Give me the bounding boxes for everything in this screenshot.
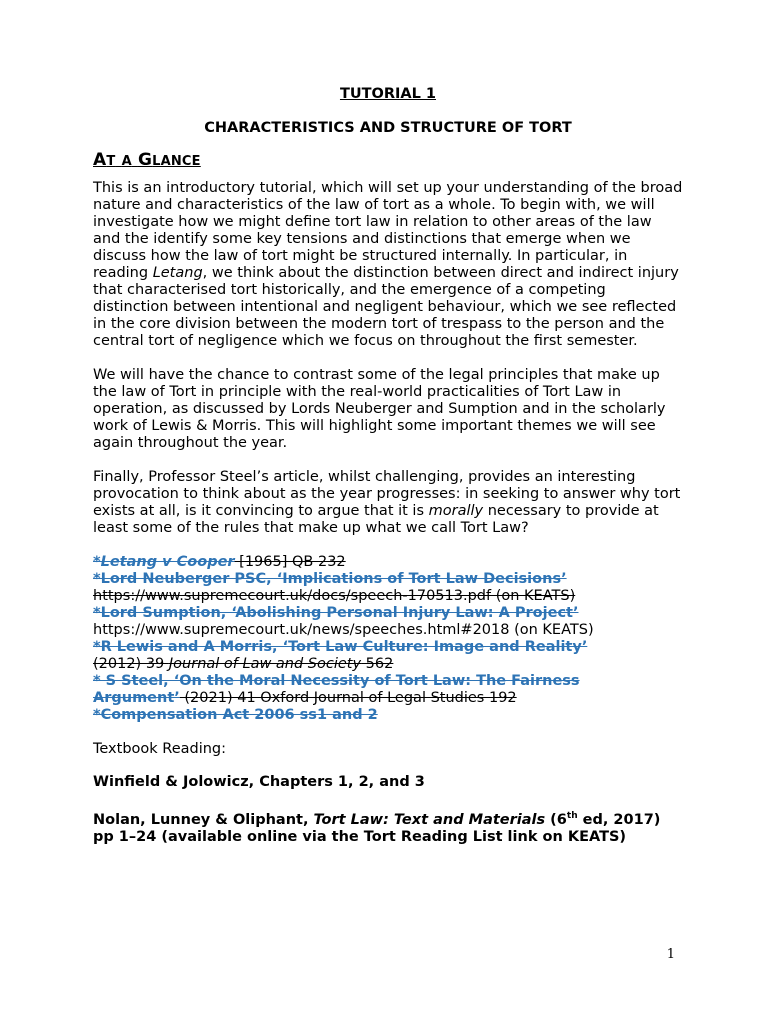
reading-item-neuberger [93,571,683,588]
document-page [93,86,683,863]
reading-item-steel [93,673,683,690]
reading-item-compensation-act [93,707,683,724]
sumption-link[interactable]: *Lord Sumption, ‘Abolishing Personal Injury Law: A Project’ [93,605,579,621]
textbook-nolan: Nolan, Lunney & Oliphant, Tort Law: Text and Materials (6th ed, 2017) pp 1–24 (available online via the Tort Reading List link on KEATS) [93,811,661,845]
reading-list [93,554,683,724]
contrast-paragraph: We will have the chance to contrast some of the legal principles that make up the law of Tort in principle with the real-world practicalities of Tort Law in operation, as discussed by Lords Neuberger and Sumption and in the scholarly work of Lewis & Morris. This will highlight some important themes we will see again throughout the year. [93,367,666,451]
steel-link-cont[interactable]: Argument’ [93,690,180,706]
reading-item-lewis-morris [93,639,683,656]
textbook-label: Textbook Reading: [93,741,227,757]
compensation-act-link[interactable]: *Compensation Act 2006 ss1 and 2 [93,707,378,723]
lewis-morris-link[interactable]: *R Lewis and A Morris, ‘Tort Law Culture: Image and Reality’ [93,639,588,655]
sumption-url: https://www.supremecourt.uk/news/speeches.html#2018 (on KEATS) [93,622,594,638]
textbook-winfield: Winfield & Jolowicz, Chapters 1, 2, and 3 [93,774,425,790]
intro-paragraph: This is an introductory tutorial, which will set up your understanding of the broad nature and characteristics of the law of tort as a whole. To begin with, we will investigate how we might define tort law in relation to other areas of the law and the identify some key tensions and distinctions that emerge when we discuss how the law of tort might be structured internally. In particular, in reading Letang, we think about the distinction between direct and indirect injury that characterised tort historically, and the emergence of a competing distinction between intentional and negligent behaviour, which we see reflected in the core division between the modern tort of trespass to the person and the central tort of negligence which we focus on throughout the first semester. [93,180,683,349]
steel-link[interactable]: * S Steel, ‘On the Moral Necessity of Tort Law: The Fairness [93,673,580,689]
reading-item-letang: *Letang v Cooper [1965] QB 232 [93,554,346,570]
neuberger-link[interactable]: *Lord Neuberger PSC, ‘Implications of Tort Law Decisions’ [93,571,567,587]
page-subtitle: CHARACTERISTICS AND STRUCTURE OF TORT [204,120,572,136]
section-heading: AT A GLANCE [93,150,201,170]
neuberger-url: https://www.supremecourt.uk/docs/speech-170513.pdf (on KEATS) [93,588,576,604]
steel-citation: Argument’ (2021) 41 Oxford Journal of Legal Studies 192 [93,690,517,706]
page-number: 1 [666,947,675,962]
reading-item-sumption [93,605,683,622]
steel-paragraph: Finally, Professor Steel’s article, whilst challenging, provides an interesting provocation to think about as the year progresses: in seeking to answer why tort exists at all, is it convincing to argue that it is morally necessary to provide at least some of the rules that make up what we call Tort Law? [93,469,681,536]
letang-link[interactable]: *Letang v Cooper [93,554,235,570]
page-title: TUTORIAL 1 [339,86,437,102]
lewis-morris-citation: (2012) 39 Journal of Law and Society 562 [93,656,394,672]
